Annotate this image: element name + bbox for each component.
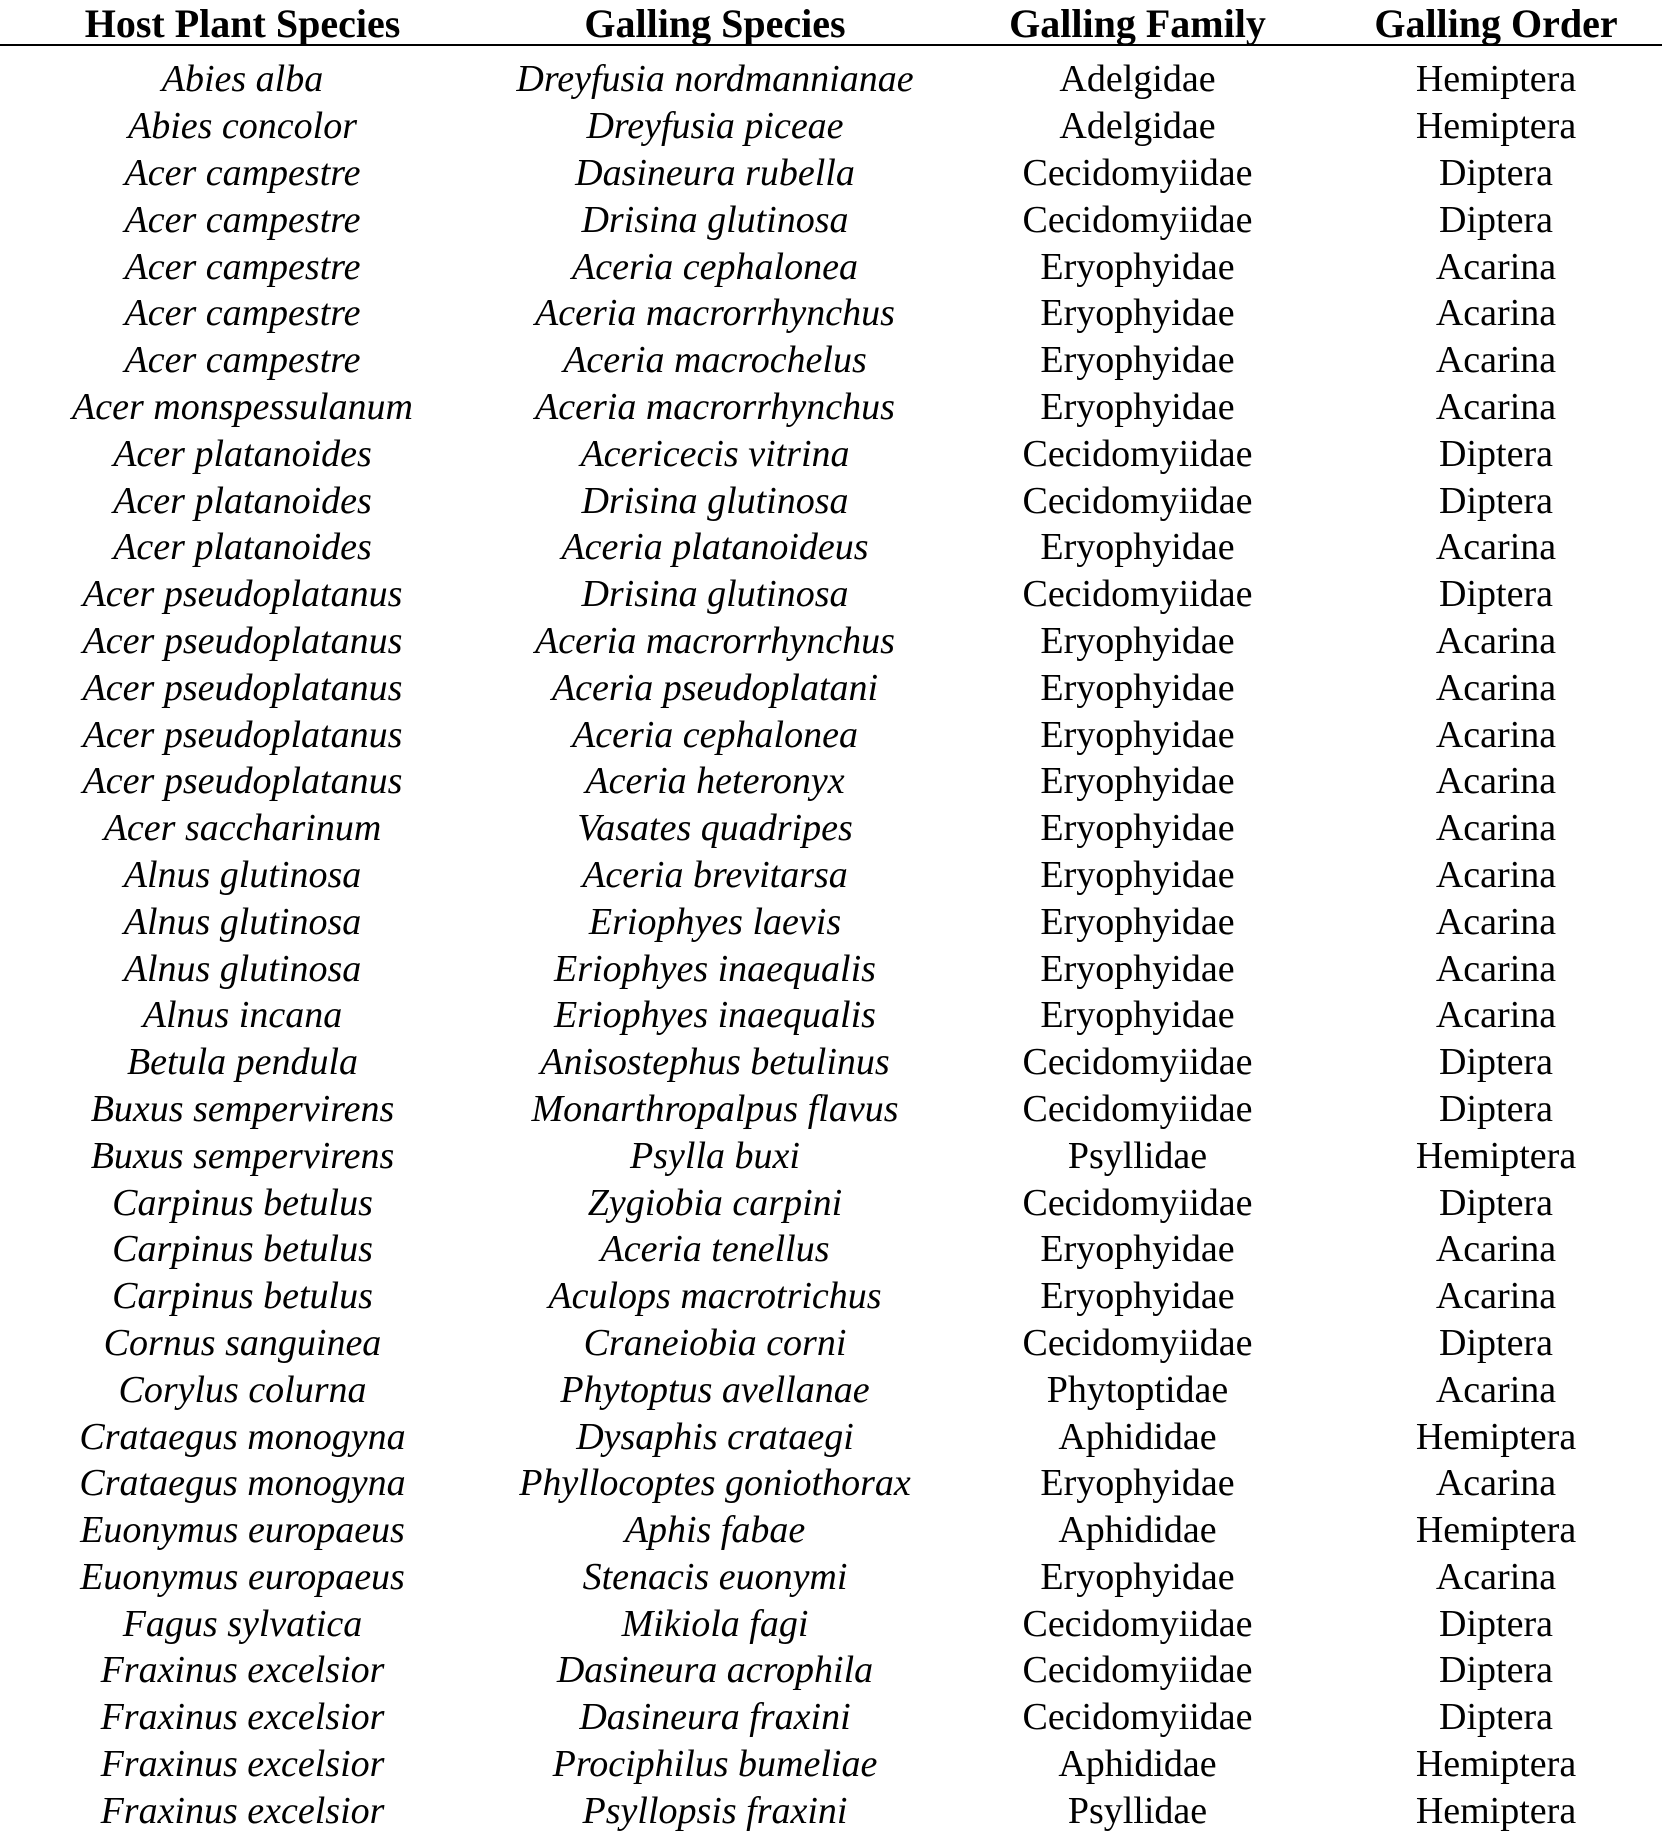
table-header-row: [0, 0, 1662, 46]
table-cell: Acarina: [1435, 947, 1557, 990]
table-row: [0, 805, 1662, 852]
table-cell: Cecidomyiidae: [1022, 151, 1253, 194]
table-cell: Eryophyidae: [1040, 900, 1235, 943]
table-row: [0, 103, 1662, 150]
table-cell: Zygiobia carpini: [587, 1181, 843, 1224]
table-cell: Dreyfusia piceae: [586, 105, 844, 148]
table-cell: Diptera: [1439, 479, 1553, 522]
table-cell: Psyllidae: [1067, 1789, 1208, 1832]
table-cell: Acarina: [1435, 245, 1557, 288]
table-row: [0, 1694, 1662, 1741]
table-cell: Aceria heteronyx: [585, 760, 845, 803]
table-row: [0, 664, 1662, 711]
table-cell: Psyllidae: [1067, 1134, 1208, 1177]
table-row: [0, 524, 1662, 571]
table-cell: Cecidomyiidae: [1022, 1602, 1253, 1645]
table-row: [0, 1787, 1662, 1834]
table-cell: Aceria cephalonea: [572, 713, 858, 756]
table-body: [0, 56, 1662, 1834]
table-cell: Acarina: [1435, 713, 1557, 756]
table-cell: Cornus sanguinea: [103, 1321, 382, 1364]
table-cell: Acarina: [1435, 292, 1557, 335]
table-row: [0, 1086, 1662, 1133]
table-cell: Aceria cephalonea: [572, 245, 858, 288]
table-cell: Drisina glutinosa: [581, 198, 849, 241]
column-header-galling-order: Galling Order: [1374, 1, 1618, 46]
table-row: [0, 898, 1662, 945]
table-cell: Eriophyes inaequalis: [554, 994, 876, 1037]
table-cell: Acer campestre: [124, 151, 361, 194]
table-cell: Carpinus betulus: [112, 1275, 373, 1318]
table-row: [0, 1507, 1662, 1554]
table-row: [0, 1226, 1662, 1273]
table-cell: Aceria macrorrhynchus: [535, 385, 895, 428]
table-cell: Acer platanoides: [113, 479, 372, 522]
table-cell: Prociphilus bumeliae: [552, 1743, 878, 1786]
table-cell: Hemiptera: [1415, 1509, 1577, 1552]
table-cell: Alnus glutinosa: [123, 853, 362, 896]
table-cell: Buxus sempervirens: [90, 1087, 395, 1130]
table-cell: Acer campestre: [124, 198, 361, 241]
table-cell: Diptera: [1439, 1181, 1553, 1224]
table-cell: Dreyfusia nordmannianae: [516, 58, 914, 101]
table-cell: Alnus glutinosa: [123, 947, 362, 990]
table-cell: Cecidomyiidae: [1022, 1696, 1253, 1739]
table-row: [0, 945, 1662, 992]
table-cell: Hemiptera: [1415, 1789, 1577, 1832]
table-row: [0, 1460, 1662, 1507]
table-cell: Eriophyes laevis: [588, 900, 842, 943]
table-row: [0, 337, 1662, 384]
table-row: [0, 1179, 1662, 1226]
table-cell: Acarina: [1435, 760, 1557, 803]
table-row: [0, 571, 1662, 618]
column-header-galling-species: Galling Species: [584, 1, 846, 46]
table-cell: Aphididae: [1058, 1743, 1217, 1786]
table-row: [0, 1273, 1662, 1320]
table-cell: Diptera: [1439, 432, 1553, 475]
table-cell: Fraxinus excelsior: [100, 1696, 385, 1739]
table-cell: Drisina glutinosa: [581, 573, 849, 616]
table-cell: Psyllopsis fraxini: [582, 1789, 848, 1832]
table-cell: Aphididae: [1058, 1415, 1217, 1458]
table-cell: Acarina: [1435, 1275, 1557, 1318]
table-cell: Eryophyidae: [1040, 292, 1235, 335]
table-cell: Acarina: [1435, 666, 1557, 709]
table-cell: Alnus incana: [142, 994, 343, 1037]
table-row: [0, 196, 1662, 243]
table-row: [0, 290, 1662, 337]
table-cell: Acer pseudoplatanus: [82, 666, 403, 709]
table-cell: Aceria brevitarsa: [582, 853, 848, 896]
column-header-galling-family: Galling Family: [1009, 1, 1266, 46]
table-cell: Acer pseudoplatanus: [82, 573, 403, 616]
table-cell: Phyllocoptes goniothorax: [519, 1462, 911, 1505]
table-cell: Acer pseudoplatanus: [82, 619, 403, 662]
table-cell: Cecidomyiidae: [1022, 479, 1253, 522]
table-cell: Eryophyidae: [1040, 807, 1235, 850]
table-row: [0, 711, 1662, 758]
table-cell: Cecidomyiidae: [1022, 1649, 1253, 1692]
table-row: [0, 430, 1662, 477]
table-cell: Aphididae: [1058, 1509, 1217, 1552]
table-cell: Aculops macrotrichus: [548, 1275, 882, 1318]
table-row: [0, 1600, 1662, 1647]
table-cell: Cecidomyiidae: [1022, 198, 1253, 241]
table-cell: Acericecis vitrina: [580, 432, 850, 475]
table-cell: Acer pseudoplatanus: [82, 760, 403, 803]
table-cell: Aceria macrorrhynchus: [535, 292, 895, 335]
table-cell: Acarina: [1435, 853, 1557, 896]
table-row: [0, 384, 1662, 431]
table-row: [0, 992, 1662, 1039]
table-cell: Aphis fabae: [624, 1509, 806, 1552]
table-cell: Hemiptera: [1415, 58, 1577, 101]
table-cell: Monarthropalpus flavus: [531, 1087, 899, 1130]
table-cell: Aceria pseudoplatani: [551, 666, 879, 709]
table-cell: Eryophyidae: [1040, 1462, 1235, 1505]
table-cell: Alnus glutinosa: [123, 900, 362, 943]
table-row: [0, 1366, 1662, 1413]
table-cell: Diptera: [1439, 1087, 1553, 1130]
table-cell: Acer pseudoplatanus: [82, 713, 403, 756]
table-cell: Phytoptus avellanae: [560, 1368, 870, 1411]
table-cell: Eryophyidae: [1040, 994, 1235, 1037]
table-cell: Cecidomyiidae: [1022, 432, 1253, 475]
table-cell: Diptera: [1439, 151, 1553, 194]
table-cell: Eryophyidae: [1040, 1275, 1235, 1318]
column-header-host-plant-species: Host Plant Species: [84, 1, 401, 46]
table-cell: Dasineura rubella: [575, 151, 855, 194]
table-cell: Euonymus europaeus: [80, 1509, 405, 1552]
table-cell: Carpinus betulus: [112, 1228, 373, 1271]
table-cell: Carpinus betulus: [112, 1181, 373, 1224]
table-row: [0, 618, 1662, 665]
table-cell: Aceria macrochelus: [563, 339, 867, 382]
table-row: [0, 852, 1662, 899]
table-cell: Eryophyidae: [1040, 760, 1235, 803]
table-cell: Diptera: [1439, 573, 1553, 616]
table-cell: Dasineura acrophila: [556, 1649, 874, 1692]
table-cell: Corylus colurna: [118, 1368, 367, 1411]
table-cell: Cecidomyiidae: [1022, 1321, 1253, 1364]
table-cell: Fraxinus excelsior: [100, 1743, 385, 1786]
table-cell: Acarina: [1435, 900, 1557, 943]
table-cell: Fraxinus excelsior: [100, 1789, 385, 1832]
table-cell: Eryophyidae: [1040, 947, 1235, 990]
table-cell: Acarina: [1435, 1462, 1557, 1505]
table-cell: Aceria tenellus: [600, 1228, 830, 1271]
table-row: [0, 1554, 1662, 1601]
table-row: [0, 243, 1662, 290]
table-cell: Acer campestre: [124, 292, 361, 335]
table-cell: Cecidomyiidae: [1022, 573, 1253, 616]
table-row: [0, 1039, 1662, 1086]
table-cell: Acer platanoides: [113, 432, 372, 475]
table-cell: Aceria macrorrhynchus: [535, 619, 895, 662]
table-cell: Mikiola fagi: [621, 1602, 809, 1645]
table-cell: Acarina: [1435, 526, 1557, 569]
table-cell: Acarina: [1435, 1368, 1557, 1411]
table-cell: Eryophyidae: [1040, 339, 1235, 382]
table-cell: Dysaphis crataegi: [576, 1415, 854, 1458]
table-cell: Acarina: [1435, 1555, 1557, 1598]
table-cell: Drisina glutinosa: [581, 479, 849, 522]
table-cell: Adelgidae: [1059, 105, 1216, 148]
table-cell: Acer campestre: [124, 339, 361, 382]
table-cell: Craneiobia corni: [583, 1321, 847, 1364]
table-cell: Eryophyidae: [1040, 385, 1235, 428]
table-cell: Eryophyidae: [1040, 853, 1235, 896]
table-cell: Acer saccharinum: [103, 807, 382, 850]
table-cell: Fraxinus excelsior: [100, 1649, 385, 1692]
table-cell: Stenacis euonymi: [582, 1555, 848, 1598]
table-cell: Cecidomyiidae: [1022, 1181, 1253, 1224]
table-cell: Hemiptera: [1415, 105, 1577, 148]
table-cell: Acer campestre: [124, 245, 361, 288]
table-cell: Vasates quadripes: [577, 807, 853, 850]
table-cell: Acarina: [1435, 619, 1557, 662]
table-cell: Acarina: [1435, 807, 1557, 850]
table-cell: Eryophyidae: [1040, 666, 1235, 709]
table-cell: Eryophyidae: [1040, 619, 1235, 662]
table-cell: Diptera: [1439, 1321, 1553, 1364]
table-cell: Diptera: [1439, 1649, 1553, 1692]
table-cell: Eryophyidae: [1040, 713, 1235, 756]
table-cell: Betula pendula: [126, 1041, 359, 1084]
table-cell: Eryophyidae: [1040, 245, 1235, 288]
table-cell: Hemiptera: [1415, 1134, 1577, 1177]
table-cell: Abies alba: [161, 58, 324, 101]
table-cell: Anisostephus betulinus: [540, 1041, 890, 1084]
table-cell: Eryophyidae: [1040, 1228, 1235, 1271]
table-cell: Acarina: [1435, 994, 1557, 1037]
table-cell: Diptera: [1439, 1696, 1553, 1739]
table-row: [0, 150, 1662, 197]
table-cell: Diptera: [1439, 1602, 1553, 1645]
table-cell: Crataegus monogyna: [79, 1415, 406, 1458]
table-cell: Euonymus europaeus: [80, 1555, 405, 1598]
table-cell: Aceria platanoideus: [561, 526, 869, 569]
table-row: [0, 1320, 1662, 1367]
table-cell: Eryophyidae: [1040, 526, 1235, 569]
table-cell: Abies concolor: [127, 105, 357, 148]
table-cell: Acarina: [1435, 339, 1557, 382]
table-cell: Acer monspessulanum: [72, 385, 413, 428]
table-row: [0, 1647, 1662, 1694]
table-cell: Cecidomyiidae: [1022, 1087, 1253, 1130]
table-row: [0, 1132, 1662, 1179]
table-cell: Eryophyidae: [1040, 1555, 1235, 1598]
table-cell: Hemiptera: [1415, 1743, 1577, 1786]
table-cell: Eriophyes inaequalis: [554, 947, 876, 990]
table-cell: Acer platanoides: [113, 526, 372, 569]
table-cell: Acarina: [1435, 1228, 1557, 1271]
table-cell: Diptera: [1439, 198, 1553, 241]
table-cell: Dasineura fraxini: [579, 1696, 851, 1739]
table-row: [0, 56, 1662, 103]
table-row: [0, 1413, 1662, 1460]
table-cell: Adelgidae: [1059, 58, 1216, 101]
table-cell: Fagus sylvatica: [122, 1602, 363, 1645]
table-cell: Phytoptidae: [1046, 1368, 1229, 1411]
table-cell: Acarina: [1435, 385, 1557, 428]
table-row: [0, 758, 1662, 805]
table-cell: Crataegus monogyna: [79, 1462, 406, 1505]
table-row: [0, 1741, 1662, 1788]
table-cell: Diptera: [1439, 1041, 1553, 1084]
table-cell: Hemiptera: [1415, 1415, 1577, 1458]
table-cell: Buxus sempervirens: [90, 1134, 395, 1177]
table-cell: Cecidomyiidae: [1022, 1041, 1253, 1084]
table-cell: Psylla buxi: [630, 1134, 800, 1177]
table-row: [0, 477, 1662, 524]
